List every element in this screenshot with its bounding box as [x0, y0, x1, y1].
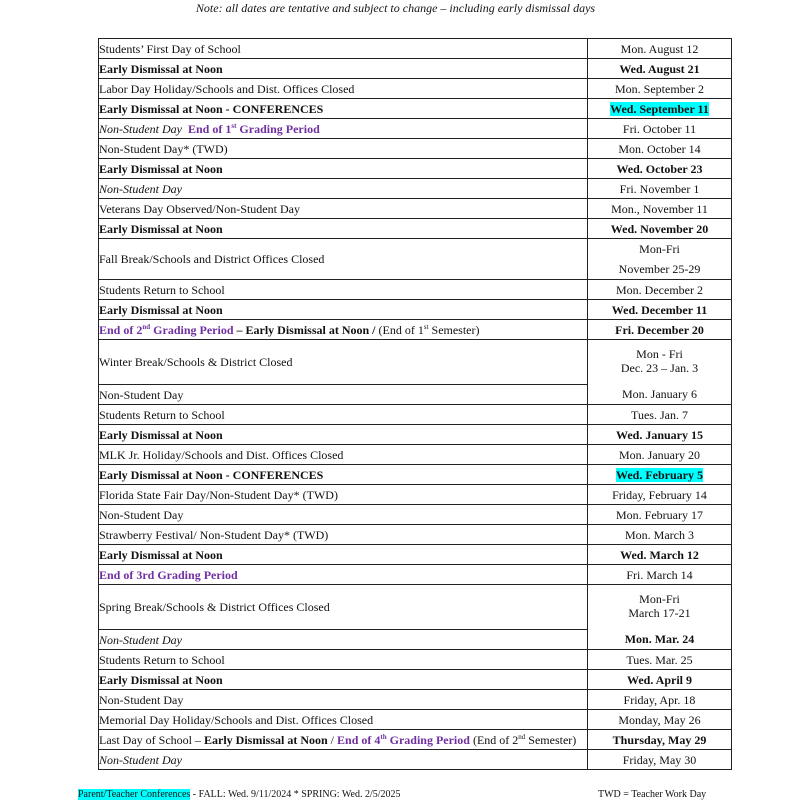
conferences-footnote	[78, 789, 401, 800]
table-row	[99, 405, 732, 425]
school-calendar-table	[98, 38, 732, 770]
event-text: Early Dismissal at Noon	[203, 732, 328, 747]
event-cell: Memorial Day Holiday/Schools and Dist. Offices Closed	[99, 710, 588, 730]
disclaimer-note: Note: all dates are tentative and subject to change – including early dismissal days	[195, 1, 596, 15]
event-cell	[99, 119, 588, 139]
date-cell: Wed. November 20	[588, 219, 732, 239]
table-row	[99, 565, 732, 585]
event-cell: Early Dismissal at Noon	[99, 219, 588, 239]
event-cell: Early Dismissal at Noon	[99, 300, 588, 320]
table-row	[99, 505, 732, 525]
table-row	[99, 340, 732, 385]
event-cell: Labor Day Holiday/Schools and Dist. Offices Closed	[99, 79, 588, 99]
conferences-dates: - FALL: Wed. 9/11/2024 * SPRING: Wed. 2/5/2025	[190, 789, 401, 800]
grading-period-text: End of 4th Grading Period	[337, 732, 470, 747]
event-cell: Veterans Day Observed/Non-Student Day	[99, 199, 588, 219]
grading-period-text: End of 1st Grading Period	[188, 121, 320, 136]
date-line: March 17-21	[628, 606, 691, 620]
date-cell: Mon. January 20	[588, 445, 732, 465]
date-cell	[588, 239, 732, 280]
table-row	[99, 99, 732, 119]
table-row	[99, 179, 732, 199]
event-cell: Spring Break/Schools & District Offices Closed	[99, 585, 588, 630]
event-cell: Fall Break/Schools and District Offices Closed	[99, 239, 588, 280]
table-row	[99, 710, 732, 730]
date-cell: Wed. August 21	[588, 59, 732, 79]
table-row	[99, 670, 732, 690]
semester-text: (End of 1st Semester)	[378, 322, 480, 337]
event-cell: Non-Student Day	[99, 690, 588, 710]
date-range	[588, 588, 731, 620]
table-row	[99, 320, 732, 340]
event-cell: Winter Break/Schools & District Closed	[99, 340, 588, 385]
event-cell: Non-Student Day	[99, 505, 588, 525]
date-cell: Mon. August 12	[588, 39, 732, 59]
date-cell: Friday, Apr. 18	[588, 690, 732, 710]
table-row	[99, 425, 732, 445]
date-range	[588, 343, 731, 375]
date-cell: Mon. September 2	[588, 79, 732, 99]
event-text: /	[327, 732, 338, 747]
date-cell: Wed. October 23	[588, 159, 732, 179]
date-cell: Mon. February 17	[588, 505, 732, 525]
table-row	[99, 545, 732, 565]
event-text: Non-Student Day	[99, 121, 182, 136]
table-row	[99, 525, 732, 545]
event-cell: Students Return to School	[99, 405, 588, 425]
date-cell: Wed. April 9	[588, 670, 732, 690]
date-cell: Fri. March 14	[588, 565, 732, 585]
table-row	[99, 650, 732, 670]
event-cell: Early Dismissal at Noon	[99, 159, 588, 179]
event-text: – Early Dismissal at Noon /	[233, 322, 379, 337]
date-line: Mon. January 6	[622, 387, 697, 401]
date-cell	[588, 585, 732, 650]
date-cell: Fri. October 11	[588, 119, 732, 139]
table-row	[99, 159, 732, 179]
table-row	[99, 730, 732, 750]
date-cell: Friday, February 14	[588, 485, 732, 505]
event-cell: Students’ First Day of School	[99, 39, 588, 59]
table-row	[99, 219, 732, 239]
date-line: Dec. 23 – Jan. 3	[620, 361, 699, 375]
date-cell	[588, 465, 732, 485]
event-cell: Non-Student Day	[99, 750, 588, 770]
date-cell: Wed. December 11	[588, 300, 732, 320]
date-cell: Mon. December 2	[588, 280, 732, 300]
date-cell: Tues. Jan. 7	[588, 405, 732, 425]
event-cell: MLK Jr. Holiday/Schools and Dist. Offices Closed	[99, 445, 588, 465]
date-line: Mon-Fri	[639, 592, 680, 606]
event-cell	[99, 730, 588, 750]
table-row	[99, 445, 732, 465]
event-cell: Students Return to School	[99, 650, 588, 670]
table-row	[99, 59, 732, 79]
event-cell: Non-Student Day	[99, 385, 588, 405]
table-row	[99, 485, 732, 505]
event-cell: Non-Student Day	[99, 630, 588, 650]
date-cell	[588, 340, 732, 405]
table-row	[99, 465, 732, 485]
event-cell: Non-Student Day* (TWD)	[99, 139, 588, 159]
date-line: November 25-29	[618, 262, 701, 276]
table-row	[99, 139, 732, 159]
table-row	[99, 199, 732, 219]
table-row	[99, 79, 732, 99]
event-text: Last Day of School –	[99, 732, 204, 747]
table-row	[99, 119, 732, 139]
date-cell: Mon. March 3	[588, 525, 732, 545]
date-cell: Thursday, May 29	[588, 730, 732, 750]
table-row	[99, 239, 732, 280]
event-cell: Early Dismissal at Noon	[99, 59, 588, 79]
date-cell: Tues. Mar. 25	[588, 650, 732, 670]
event-cell: Early Dismissal at Noon - CONFERENCES	[99, 99, 588, 119]
semester-text: (End of 2nd Semester)	[469, 732, 577, 747]
date-line: Mon-Fri	[639, 242, 680, 256]
date-cell: Monday, May 26	[588, 710, 732, 730]
date-cell: Fri. November 1	[588, 179, 732, 199]
date-cell: Wed. January 15	[588, 425, 732, 445]
event-cell: Strawberry Festival/ Non-Student Day* (TWD)	[99, 525, 588, 545]
date-line: Mon - Fri	[636, 347, 683, 361]
table-row	[99, 750, 732, 770]
twd-legend: TWD = Teacher Work Day	[598, 789, 707, 800]
date-cell: Mon. October 14	[588, 139, 732, 159]
table-row	[99, 39, 732, 59]
date-cell: Mon., November 11	[588, 199, 732, 219]
conference-date-highlight: Wed. September 11	[610, 101, 709, 116]
table-row	[99, 585, 732, 630]
table-row	[99, 300, 732, 320]
conferences-label: Parent/Teacher Conferences	[78, 789, 191, 800]
date-cell: Wed. March 12	[588, 545, 732, 565]
event-cell: Early Dismissal at Noon - CONFERENCES	[99, 465, 588, 485]
grading-period-text: End of 2nd Grading Period	[99, 322, 234, 337]
conference-date-highlight: Wed. February 5	[616, 467, 703, 482]
event-cell	[99, 320, 588, 340]
event-cell: Early Dismissal at Noon	[99, 670, 588, 690]
table-row	[99, 280, 732, 300]
event-cell: Early Dismissal at Noon	[99, 425, 588, 445]
table-row	[99, 690, 732, 710]
date-cell	[588, 99, 732, 119]
event-cell: Non-Student Day	[99, 179, 588, 199]
event-cell: End of 3rd Grading Period	[99, 565, 588, 585]
event-cell: Florida State Fair Day/Non-Student Day* (TWD)	[99, 485, 588, 505]
event-cell: Early Dismissal at Noon	[99, 545, 588, 565]
date-cell: Friday, May 30	[588, 750, 732, 770]
date-line: Mon. Mar. 24	[624, 632, 695, 646]
date-cell: Fri. December 20	[588, 320, 732, 340]
event-cell: Students Return to School	[99, 280, 588, 300]
